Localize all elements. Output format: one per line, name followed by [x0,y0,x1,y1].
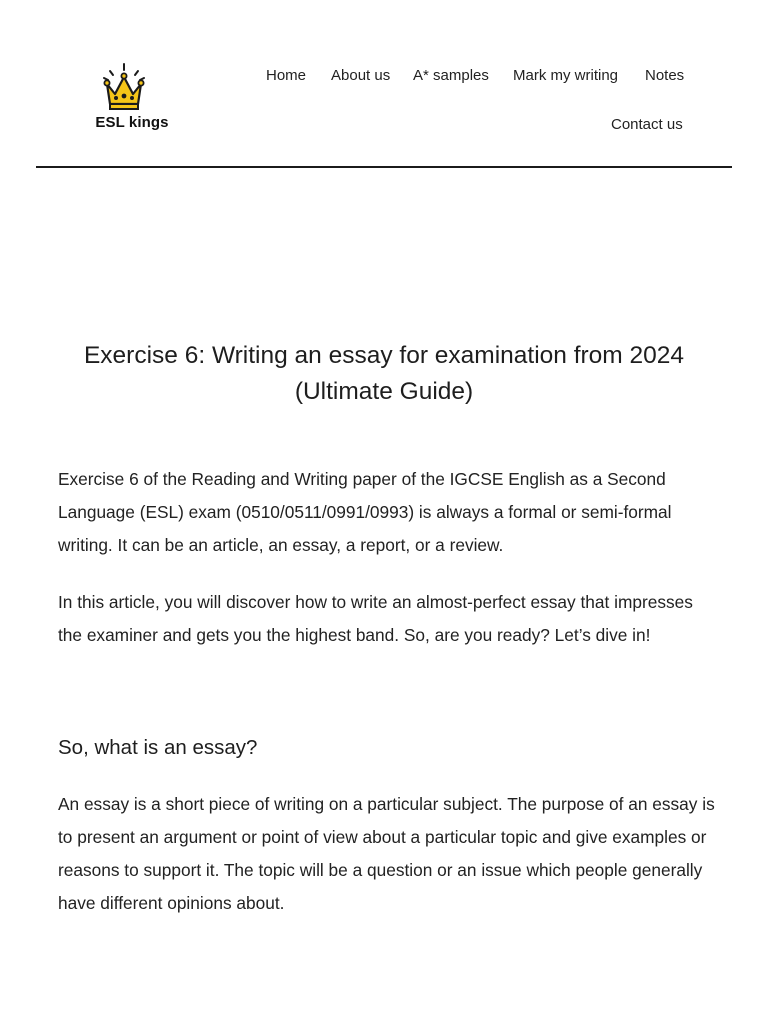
crown-icon [100,62,148,112]
main-navigation [236,62,686,162]
nav-contact-us-link[interactable]: Contact us [611,116,683,133]
intro-paragraph: Exercise 6 of the Reading and Writing paper of the IGCSE English as a Second Language (ESL) exam (0510/0511/0991/0993) is always a formal or semi-formal writing. It can be an article, an essay, a report, or a review. [58,469,672,555]
brand-name: ESL kings [95,114,169,131]
article-title: Exercise 6: Writing an essay for examination from 2024 (Ultimate Guide) [83,342,685,405]
section-paragraph: An essay is a short piece of writing on a particular subject. The purpose of an essay is to present an argument or point of view about a particular topic and give examples or reasons to support it. The topic will be a question or an issue which people generally have different opinions about. [58,794,715,913]
nav-notes-link[interactable]: Notes [645,67,685,84]
section-heading: So, what is an essay? [58,736,258,759]
nav-home-link[interactable]: Home [266,67,307,84]
nav-a-star-samples-link[interactable]: A* samples [413,67,489,84]
site-header [36,0,732,168]
nav-about-us-link[interactable]: About us [331,67,391,84]
article-paragraph: In this article, you will discover how to write an almost-perfect essay that impresses the examiner and gets you the highest band. So, are you ready? Let’s dive in! [58,592,693,645]
nav-mark-my-writing-link[interactable]: Mark my writing [513,67,619,84]
